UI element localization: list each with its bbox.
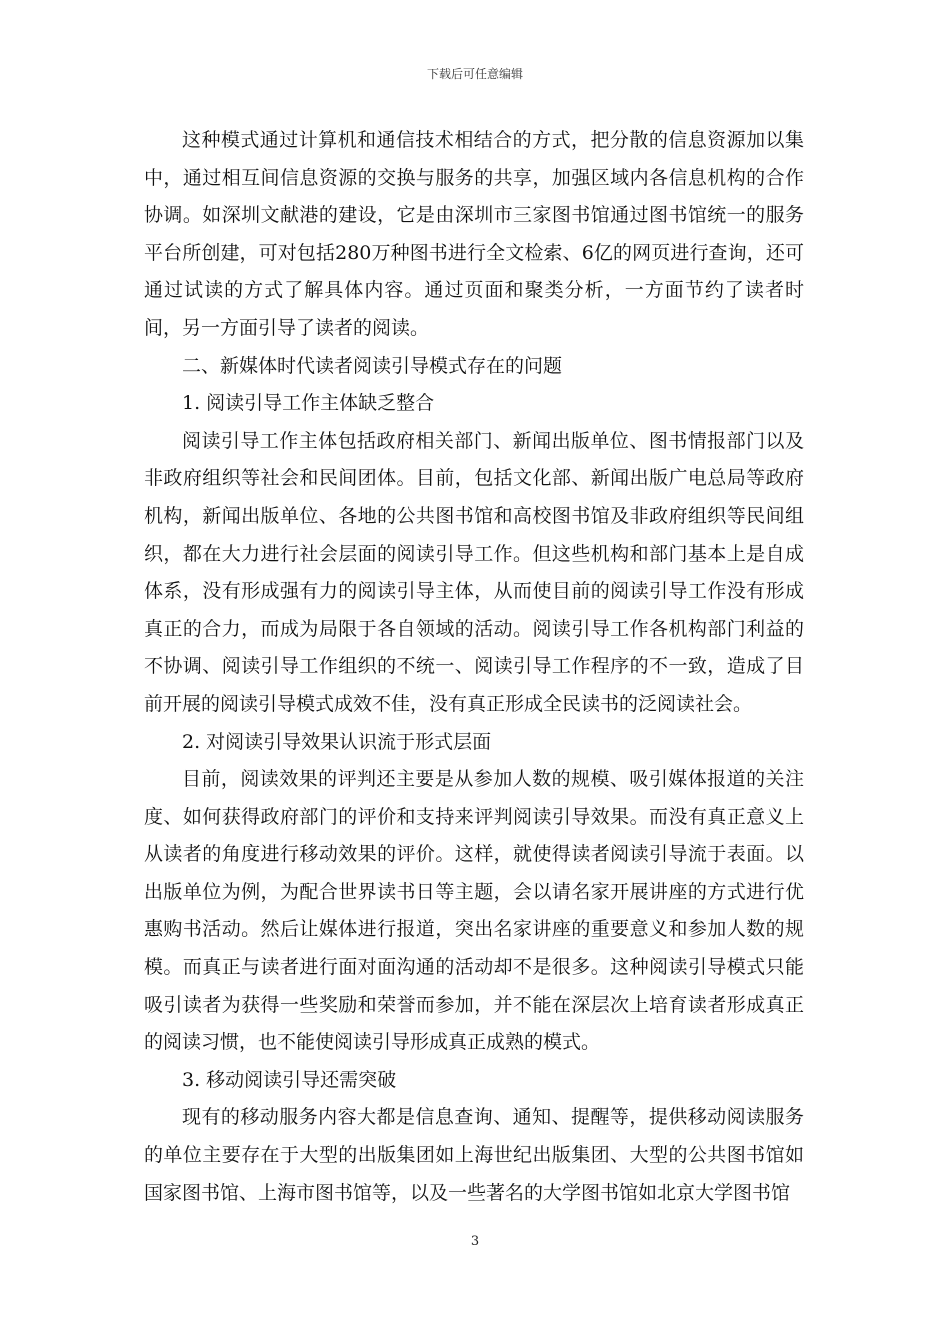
document-body	[144, 122, 804, 1212]
paragraph-2: 阅读引导工作主体包括政府相关部门、新闻出版单位、图书情报部门以及非政府组织等社会和民间团体。目前，包括文化部、新闻出版广电总局等政府机构，新闻出版单位、各地的公共图书馆和高校图书馆及非政府组织等民间组织，都在大力进行社会层面的阅读引导工作。但这些机构和部门基本上是自成体系，没有形成强有力的阅读引导主体，从而使目前的阅读引导工作没有形成真正的合力，而成为局限于各自领域的活动。阅读引导工作各机构部门利益的不协调、阅读引导工作组织的不统一、阅读引导工作程序的不一致，造成了目前开展的阅读引导模式成效不佳，没有真正形成全民读书的泛阅读社会。	[144, 429, 804, 715]
paragraph-4: 现有的移动服务内容大都是信息查询、通知、提醒等，提供移动阅读服务的单位主要存在于大型的出版集团如上海世纪出版集团、大型的公共图书馆如国家图书馆、上海市图书馆等，以及一些著名的大学图书馆如北京大学图书馆	[144, 1106, 804, 1204]
section-heading-2: 二、新媒体时代读者阅读引导模式存在的问题	[182, 354, 563, 377]
page-header: 下载后可任意编辑	[426, 67, 523, 81]
page-number: 3	[470, 1234, 480, 1249]
paragraph-3: 目前，阅读效果的评判还主要是从参加人数的规模、吸引媒体报道的关注度、如何获得政府部门的评价和支持来评判阅读引导效果。而没有真正意义上从读者的角度进行移动效果的评价。这样，就使得读者阅读引导流于表面。以出版单位为例，为配合世界读书日等主题，会以请名家开展讲座的方式进行优惠购书活动。然后让媒体进行报道，突出名家讲座的重要意义和参加人数的规模。而真正与读者进行面对面沟通的活动却不是很多。这种阅读引导模式只能吸引读者为获得一些奖励和荣誉而参加，并不能在深层次上培育读者形成真正的阅读习惯，也不能使阅读引导形成真正成熟的模式。	[144, 768, 804, 1054]
paragraph-1: 这种模式通过计算机和通信技术相结合的方式，把分散的信息资源加以集中，通过相互间信息资源的交换与服务的共享，加强区域内各信息机构的合作协调。如深圳文献港的建设，它是由深圳市三家图书馆通过图书馆统一的服务平台所创建，可对包括280万种图书进行全文检索、6亿的网页进行查询，还可通过试读的方式了解具体内容。通过页面和聚类分析，一方面节约了读者时间，另一方面引导了读者的阅读。	[144, 129, 804, 339]
subsection-heading-3: 3. 移动阅读引导还需突破	[182, 1068, 397, 1091]
subsection-heading-2: 2. 对阅读引导效果认识流于形式层面	[182, 730, 492, 753]
subsection-heading-1: 1. 阅读引导工作主体缺乏整合	[182, 392, 435, 415]
